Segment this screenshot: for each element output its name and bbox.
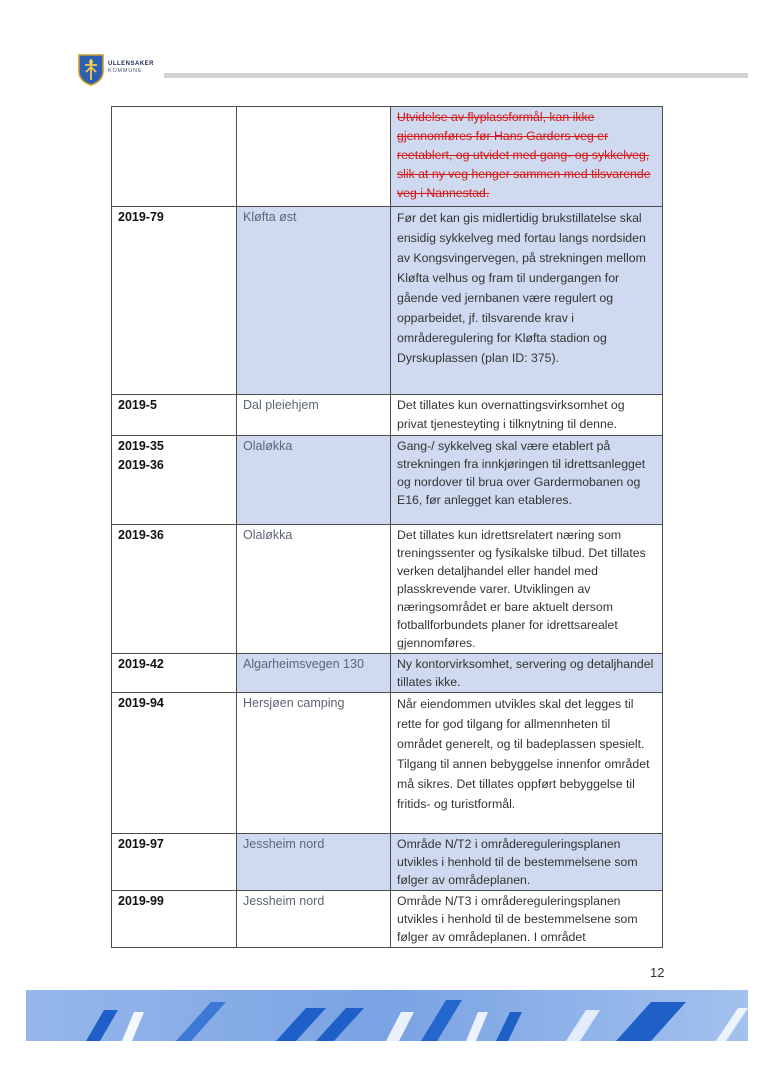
place-cell: Hersjøen camping [237, 693, 391, 834]
table-row [112, 834, 663, 891]
municipal-coat-of-arms-icon [78, 54, 104, 86]
requirement-cell: Når eiendommen utvikles skal det legges til rette for god tilgang for allmennheten til området generelt, og til badeplassen spesielt. Tilgang til annen bebyggelse innenfor området må sikres. Det tillates oppført bebyggelse til fritids- og turistformål. [391, 693, 663, 834]
plan-id-cell [112, 107, 237, 207]
regulation-table [111, 106, 663, 948]
requirement-cell: Gang-/ sykkelveg skal være etablert på strekningen fra innkjøringen til idrettsanlegget og nordover til brua over Gardermobanen og E16, før anlegget kan etableres. [391, 436, 663, 525]
plan-id: 2019-97 [118, 837, 164, 851]
table-row [112, 654, 663, 693]
plan-id-cell [112, 436, 237, 525]
requirement-cell: Det tillates kun overnattingsvirksomhet og privat tjenesteyting i tilknytning til denne. [391, 395, 663, 436]
municipality-name [108, 61, 154, 75]
plan-id: 2019-36 [118, 528, 164, 542]
plan-id-cell [112, 654, 237, 693]
place-cell: Jessheim nord [237, 834, 391, 891]
requirement-cell: Ny kontorvirksomhet, servering og detaljhandel tillates ikke. [391, 654, 663, 693]
place-cell: Kløfta øst [237, 207, 391, 395]
page-header [78, 54, 748, 88]
plan-id-cell [112, 834, 237, 891]
plan-id: 2019-36 [118, 458, 164, 472]
plan-id-cell [112, 207, 237, 395]
brand-sub: KOMMUNE [108, 68, 143, 74]
place-cell: Jessheim nord [237, 891, 391, 948]
header-rule [164, 73, 748, 78]
table-row [112, 525, 663, 654]
plan-id-cell [112, 693, 237, 834]
footer-graphic-band [26, 990, 748, 1041]
plan-id-cell [112, 891, 237, 948]
table-row [112, 436, 663, 525]
plan-id: 2019-35 [118, 439, 164, 453]
plan-id-cell [112, 395, 237, 436]
requirement-cell: Det tillates kun idrettsrelatert næring som treningssenter og fysikalske tilbud. Det tillates verken detaljhandel eller handel med plasskrevende varer. Utviklingen av næringsområdet er bare aktuelt dersom fotballforbundets planer for idrettsarealet gjennomføres. [391, 525, 663, 654]
table-row [112, 693, 663, 834]
table-row [112, 891, 663, 948]
table-row [112, 107, 663, 207]
struck-requirement-text: Utvidelse av flyplassformål, kan ikke gjennomføres før Hans Garders veg er reetablert, og utvidet med gang- og sykkelveg, slik at ny veg henger sammen med tilsvarende veg i Nannestad. [397, 110, 651, 200]
plan-id: 2019-99 [118, 894, 164, 908]
plan-id: 2019-42 [118, 657, 164, 671]
place-cell: Olaløkka [237, 436, 391, 525]
place-cell: Olaløkka [237, 525, 391, 654]
brand-name: ULLENSAKER [108, 61, 155, 67]
plan-id: 2019-5 [118, 398, 157, 412]
place-cell [237, 107, 391, 207]
table-row [112, 395, 663, 436]
requirement-cell: Område N/T2 i områdereguleringsplanen utvikles i henhold til de bestemmelsene som følger av områdeplanen. [391, 834, 663, 891]
requirement-cell: Område N/T3 i områdereguleringsplanen utvikles i henhold til de bestemmelsene som følger av områdeplanen. I området [391, 891, 663, 948]
requirement-cell [391, 107, 663, 207]
page-number: 12 [650, 965, 665, 980]
plan-id-cell [112, 525, 237, 654]
plan-id: 2019-94 [118, 696, 164, 710]
place-cell: Dal pleiehjem [237, 395, 391, 436]
plan-id: 2019-79 [118, 210, 164, 224]
requirement-cell: Før det kan gis midlertidig brukstillatelse skal ensidig sykkelveg med fortau langs nordsiden av Kongsvingervegen, på strekningen mellom Kløfta velhus og fram til undergangen for gående ved jernbanen være regulert og opparbeidet, jf. tilsvarende krav i områderegulering for Kløfta stadion og Dyrskuplassen (plan ID: 375). [391, 207, 663, 395]
table-row [112, 207, 663, 395]
place-cell: Algarheimsvegen 130 [237, 654, 391, 693]
